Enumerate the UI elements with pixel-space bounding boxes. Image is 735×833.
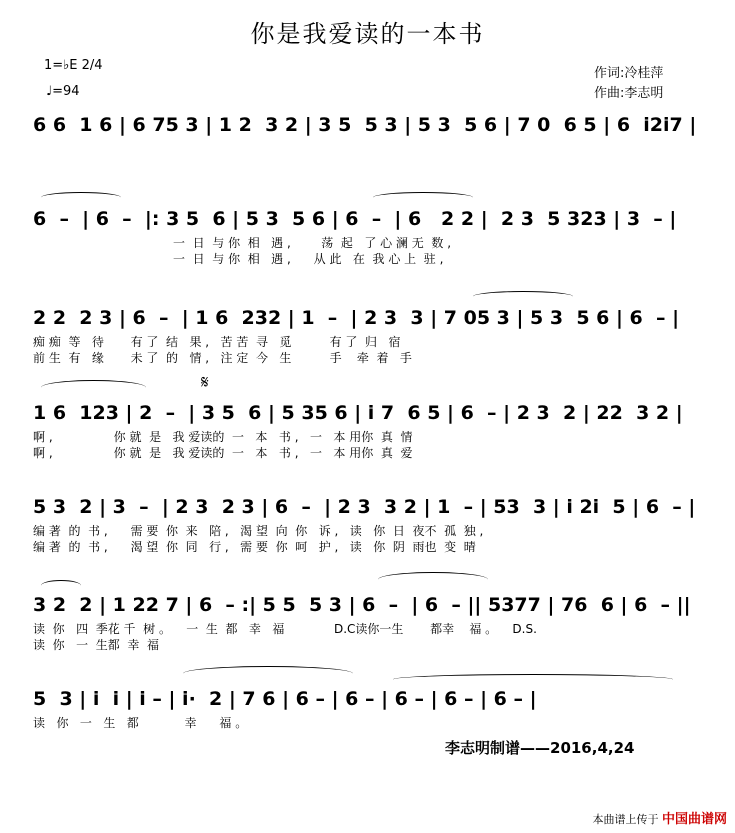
slur-mark [373,192,473,203]
score-system-1 [33,114,697,144]
slur-mark [183,666,353,681]
notation-line: 6 – | 6 – |: 3 5 6 | 5 3 5 6 | 6 – | 6 2 2 | 2 3 5 323 | 3 – | [33,208,677,230]
score-system-4 [33,372,693,462]
lyric-line-verse-1: 啊 , 你 就 是 我 爱读的 一 本 书 , 一 本 用你 真 情 [33,430,413,444]
score-system-2 [33,208,693,268]
footer-watermark [592,808,727,827]
slur-mark [473,291,573,302]
tempo-marking: ♩=94 [46,84,80,99]
notation-line: 2 2 2 3 | 6 – | 1 6 232 | 1 – | 2 3 3 | 7 05 3 | 5 3 5 6 | 6 – | [33,307,680,329]
slur-mark [41,192,121,203]
score-system-5 [33,496,696,556]
notation-line: 5 3 | i i | i – | i· 2 | 7 6 | 6 – | 6 – | 6 – | 6 – | 6 – | [33,688,537,710]
composer-credit: 作曲:李志明 [594,86,664,101]
notation-line: 6 6 1 6 | 6 75 3 | 1 2 3 2 | 3 5 5 3 | 5 3 5 6 | 7 0 6 5 | 6 i2i7 | [33,114,697,136]
lyric-line-verse-1: 一 日 与 你 相 遇 , 荡 起 了 心 澜 无 数 , [173,236,452,250]
lyric-line-verse-2: 啊 , 你 就 是 我 爱读的 一 本 书 , 一 本 用你 真 爱 [33,446,413,460]
notation-line: 5 3 2 | 3 – | 2 3 2 3 | 6 – | 2 3 3 2 | 1 – | 53 3 | i 2i 5 | 6 – | [33,496,696,518]
lyric-line-verse-1: 读 你 一 生 都 幸 福 。 [33,716,248,730]
lyric-line-verse-2: 编 著 的 书 , 渴 望 你 同 行 , 需 要 你 呵 护 , 读 你 阴 雨也 变 晴 [33,540,476,554]
lyric-line-verse-2: 前 生 有 缘 未 了 的 情 , 注 定 今 生 手 牵 着 手 [33,351,412,365]
segno-icon: 𝄋 [201,372,209,393]
lyric-line-verse-2: 读 你 一 生都 幸 福 [33,638,159,652]
page-title: 你是我爱读的一本书 [250,20,485,48]
tie-mark [393,674,673,685]
score-system-3 [33,307,693,367]
slur-mark [378,572,488,587]
footer-prefix: 本曲谱上传于 [592,813,659,826]
key-signature: 1=♭E 2/4 [44,58,103,73]
slur-mark [41,580,81,591]
notation-line: 3 2 2 | 1 22 7 | 6 – :| 5 5 5 3 | 6 – | 6 – || 5377 | 76 6 | 6 – || [33,594,691,616]
lyric-line-verse-2: 一 日 与 你 相 遇 , 从 此 在 我 心 上 驻 , [173,252,444,266]
site-logo[interactable]: 中国曲谱网 [661,812,727,827]
lyric-line-verse-1: 编 著 的 书 , 需 要 你 来 陪 , 渴 望 向 你 诉 , 读 你 日 夜不 孤 独 , [33,524,484,538]
score-system-7 [33,688,693,732]
lyricist-credit: 作词:冷桂萍 [594,66,664,81]
notation-line: 1 6 123 | 2 – | 3 5 6 | 5 35 6 | i 7 6 5 | 6 – | 2 3 2 | 22 3 2 | [33,402,683,424]
transcriber-credit: 李志明制谱——2016,4,24 [445,739,635,757]
lyric-line-verse-1: 痴 痴 等 待 有 了 结 果 , 苦 苦 寻 觅 有 了 归 宿 [33,335,401,349]
score-system-6 [33,594,693,654]
slur-mark [41,380,146,395]
lyric-line-verse-1: 读 你 四 季花 千 树 。 一 生 都 幸 福 D.C读你一生 都幸 福 。 D.S. [33,622,537,636]
